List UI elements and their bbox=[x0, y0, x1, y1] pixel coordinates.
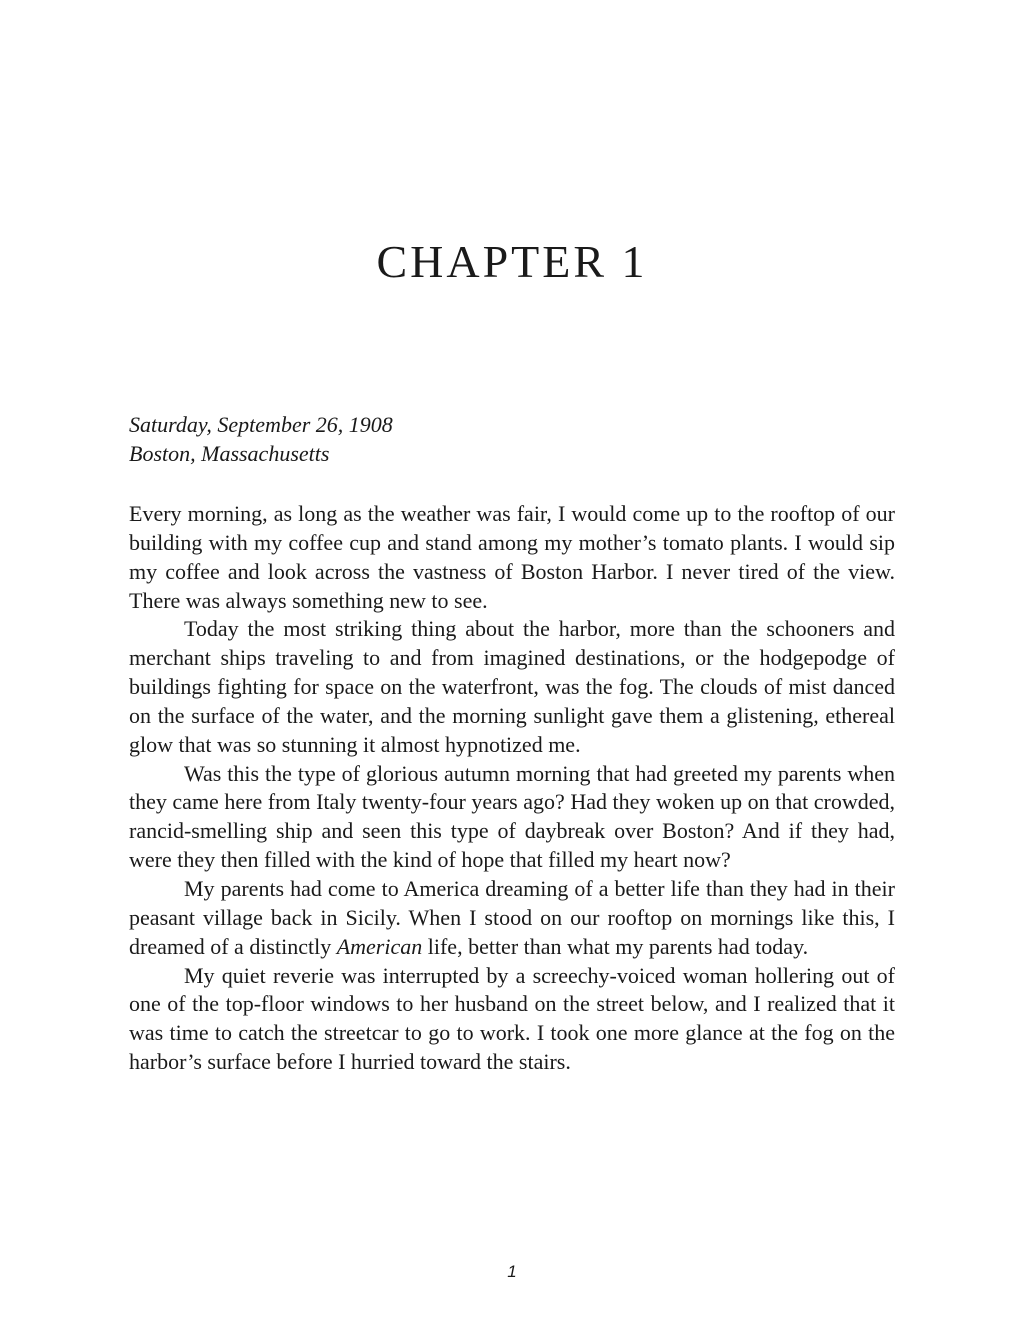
dateline-place: Boston, Massachusetts bbox=[129, 441, 330, 466]
chapter-title: CHAPTER 1 bbox=[376, 236, 648, 287]
paragraph-4-text-after: life, better than what my parents had today. bbox=[422, 933, 809, 959]
page-number: 1 bbox=[507, 1262, 517, 1281]
dateline-date: Saturday, September 26, 1908 bbox=[129, 412, 393, 437]
paragraph-5: My quiet reverie was interrupted by a screechy-voiced woman hollering out of one of the top-floor windows to her husband on the street below, and I realized that it was time to catch the streetcar to go to work. I took one more glance at the fog on the harbor’s surface before I hurried toward the stairs. bbox=[129, 962, 895, 1075]
paragraph-2: Today the most striking thing about the harbor, more than the schooners and merchant ships traveling to and from imagined destinations, or the hodgepodge of buildings fighting for space on the waterfront, was the fog. The clouds of mist danced on the surface of the water, and the morning sunlight gave them a glistening, ethereal glow that was so stunning it almost hypnotized me. bbox=[129, 616, 895, 757]
chapter-body bbox=[129, 500, 895, 1077]
paragraph-4 bbox=[129, 875, 895, 962]
paragraph-4-text-before: My parents had come to America dreaming of a better life than they had in their peasant village back in Sicily. When I stood on our rooftop on mornings like this, I dreamed of a distinctly bbox=[129, 875, 895, 959]
dateline bbox=[129, 410, 895, 468]
paragraph-4-emphasis: American bbox=[336, 933, 423, 959]
paragraph-3: Was this the type of glorious autumn morning that had greeted my parents when they came here from Italy twenty-four years ago? Had they woken up on that crowded, rancid-smelling ship and seen this type of daybreak over Boston? And if they had, were they then filled with the kind of hope that filled my heart now? bbox=[129, 760, 895, 873]
paragraph-1: Every morning, as long as the weather was fair, I would come up to the rooftop of our building with my coffee cup and stand among my mother’s tomato plants. I would sip my coffee and look across the vastness of Boston Harbor. I never tired of the view. There was always something new to see. bbox=[129, 501, 895, 613]
